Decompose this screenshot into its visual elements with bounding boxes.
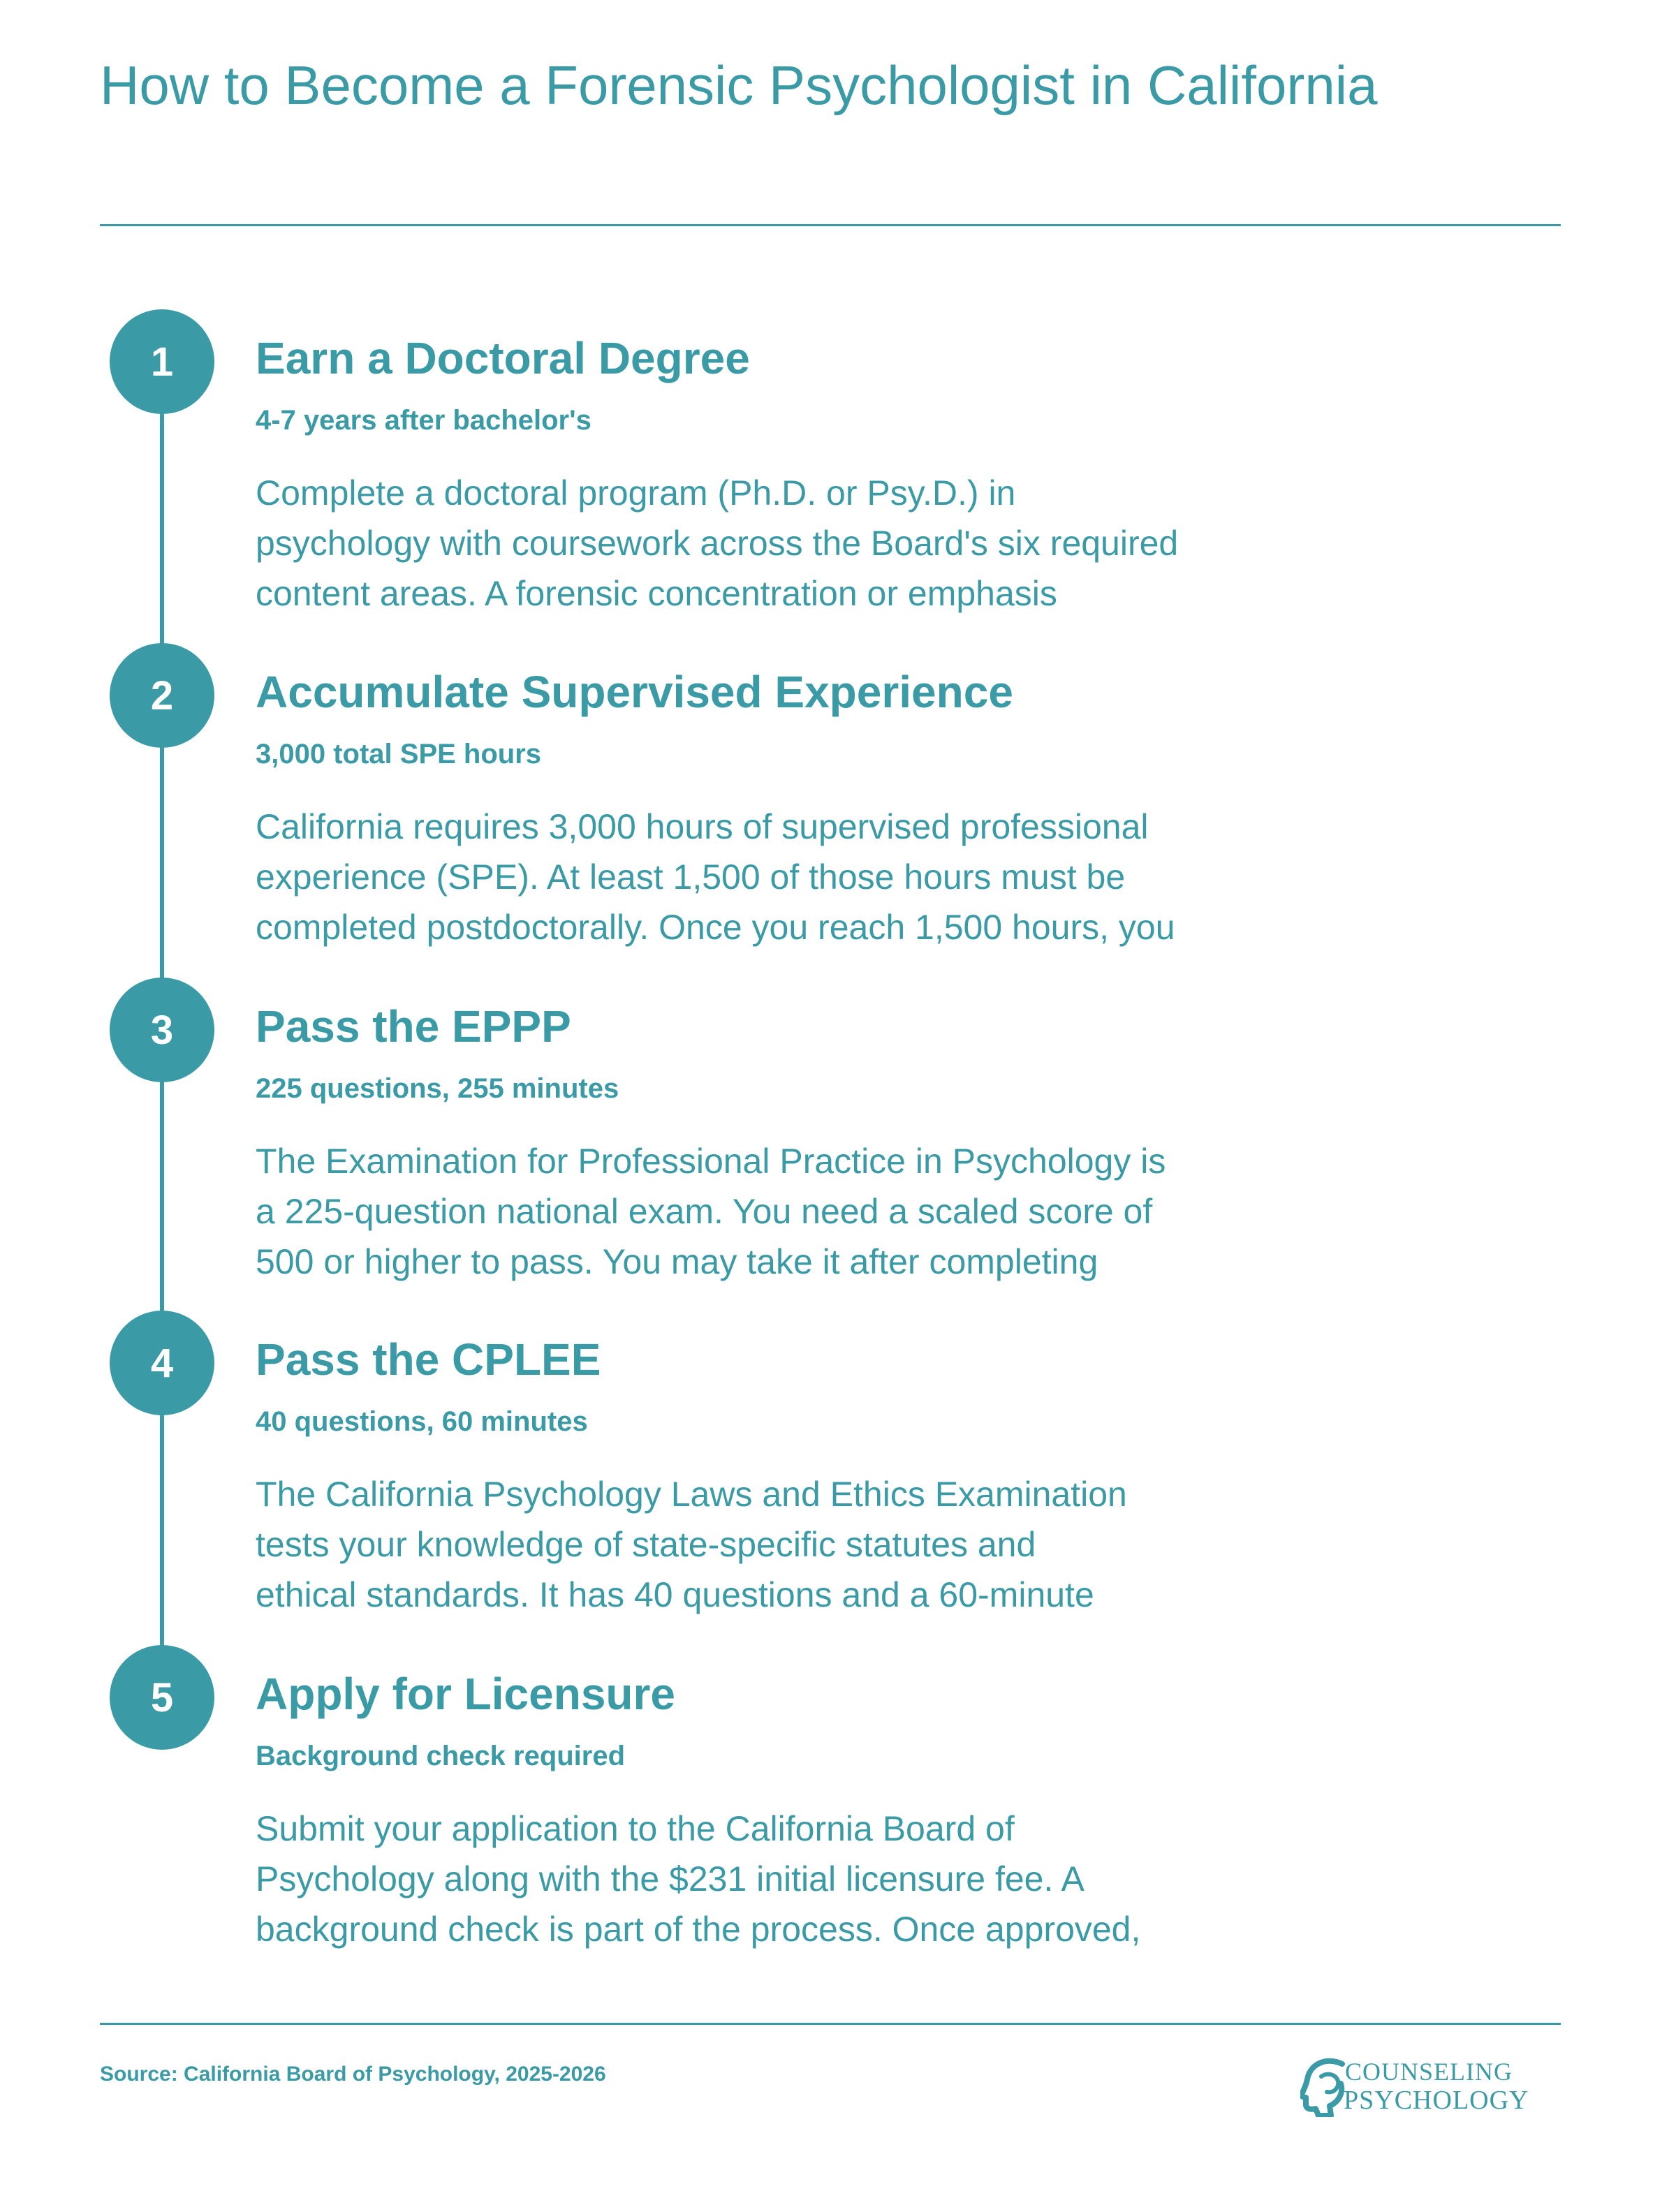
step-description [256,802,1345,952]
step-description-line: 500 or higher to pass. You may take it after completing [256,1242,1098,1281]
step-subtitle: 40 questions, 60 minutes [256,1406,588,1437]
logo-wordmark-line2: PSYCHOLOGY [1344,2086,1529,2115]
step-title: Pass the CPLEE [256,1334,601,1385]
step-title: Accumulate Supervised Experience [256,667,1013,717]
step-description-line: The California Psychology Laws and Ethics Examination [256,1475,1127,1514]
step-description-line: ethical standards. It has 40 questions and a 60-minute [256,1575,1094,1614]
step-number-badge: 3 [110,978,214,1082]
page-title: How to Become a Forensic Psychologist in California [100,54,1378,116]
step-title: Pass the EPPP [256,1001,571,1052]
step-description-line: completed postdoctorally. Once you reach 1,500 hours, you [256,908,1175,947]
step-description-line: The Examination for Professional Practice in Psychology is [256,1142,1166,1181]
step-number-badge: 4 [110,1311,214,1415]
source-note: Source: California Board of Psychology, 2025-2026 [100,2063,606,2086]
step-description-line: Complete a doctoral program (Ph.D. or Psy.D.) in [256,473,1016,513]
step-description-line: California requires 3,000 hours of supervised professional [256,807,1149,846]
step-3 [0,978,1676,1281]
step-subtitle: 4-7 years after bachelor's [256,405,591,436]
step-description [256,1136,1345,1287]
step-subtitle: 3,000 total SPE hours [256,739,542,769]
step-description [256,468,1345,619]
step-description-line: psychology with coursework across the Board's six required [256,524,1179,563]
step-subtitle: 225 questions, 255 minutes [256,1073,619,1104]
step-description [256,1469,1345,1620]
step-number-badge: 5 [110,1645,214,1750]
counseling-psychology-logo [1300,2053,1566,2123]
logo-wordmark-line1: COUNSELING [1345,2058,1513,2086]
title-divider [100,224,1561,226]
step-4 [0,1311,1676,1614]
step-description-line: Psychology along with the $231 initial licensure fee. A [256,1859,1085,1898]
footer-divider [100,2023,1561,2025]
step-description-line: experience (SPE). At least 1,500 of those hours must be [256,857,1126,897]
step-description-line: content areas. A forensic concentration or emphasis [256,574,1057,613]
step-1 [0,309,1676,613]
step-5 [0,1645,1676,1949]
step-description [256,1804,1345,1954]
step-subtitle: Background check required [256,1741,626,1771]
step-description-line: Submit your application to the California Board of [256,1809,1015,1848]
step-number-badge: 2 [110,643,214,748]
step-title: Earn a Doctoral Degree [256,333,750,383]
step-description-line: tests your knowledge of state-specific statutes and [256,1525,1036,1564]
step-description-line: a 225-question national exam. You need a scaled score of [256,1192,1153,1231]
step-description-line: background check is part of the process. Once approved, [256,1910,1141,1949]
step-2 [0,643,1676,947]
step-title: Apply for Licensure [256,1669,675,1719]
step-number-badge: 1 [110,309,214,414]
